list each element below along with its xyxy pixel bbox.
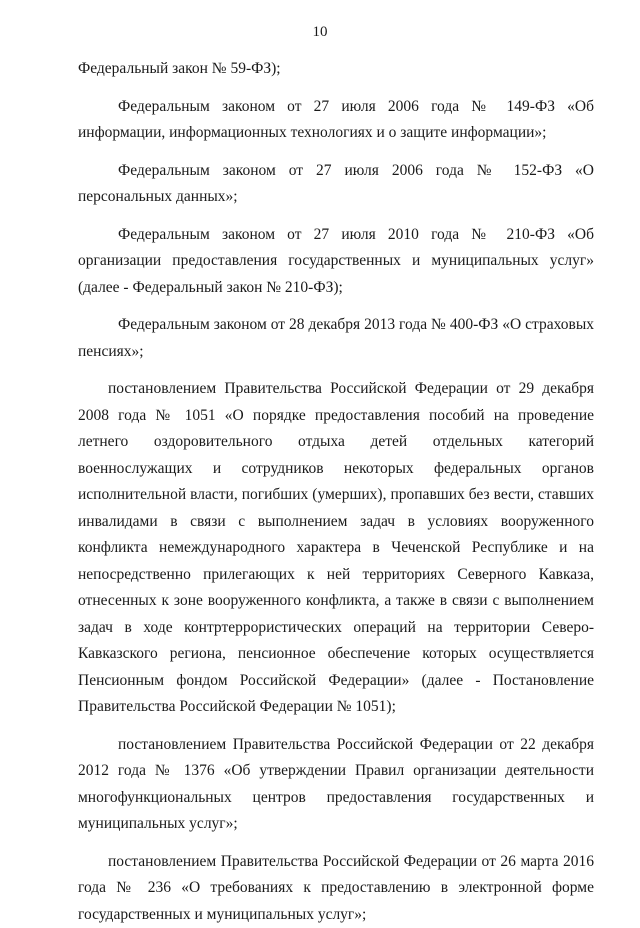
paragraph: Федеральным законом от 28 декабря 2013 года № 400-ФЗ «О страховых пенсиях»; xyxy=(78,312,594,365)
paragraph: Федеральным законом от 27 июля 2006 года № 152-ФЗ «О персональных данных»; xyxy=(78,158,594,211)
paragraph: постановлением Правительства Российской Федерации от 26 марта 2016 года № 236 «О требованиях к предоставлению в электронной форме государственных и муниципальных услуг»; xyxy=(78,849,594,928)
document-body xyxy=(78,56,594,928)
paragraph: Федеральным законом от 27 июля 2006 года № 149-ФЗ «Об информации, информационных технологиях и о защите информации»; xyxy=(78,94,594,147)
page-number: 10 xyxy=(0,24,640,41)
paragraph: постановлением Правительства Российской Федерации от 29 декабря 2008 года № 1051 «О порядке предоставления пособий на проведение летнего оздоровительного отдыха детей отдельных категорий военнослужащих и сотрудников некоторых федеральных органов исполнительной власти, погибших (умерших), пропавших без вести, ставших инвалидами в связи с выполнением задач в условиях вооруженного конфликта немеждународного характера в Чеченской Республике и на непосредственно прилегающих к ней территориях Северного Кавказа, отнесенных к зоне вооруженного конфликта, а также в связи с выполнением задач в ходе контртеррористических операций на территории Северо-Кавказского региона, пенсионное обеспечение которых осуществляется Пенсионным фондом Российской Федерации» (далее - Постановление Правительства Российской Федерации № 1051); xyxy=(78,376,594,721)
paragraph: Федеральный закон № 59-ФЗ); xyxy=(78,56,594,83)
paragraph: постановлением Правительства Российской Федерации от 22 декабря 2012 года № 1376 «Об утверждении Правил организации деятельности многофункциональных центров предоставления государственных и муниципальных услуг»; xyxy=(78,732,594,838)
paragraph: Федеральным законом от 27 июля 2010 года № 210-ФЗ «Об организации предоставления государственных и муниципальных услуг» (далее - Федеральный закон № 210-ФЗ); xyxy=(78,222,594,302)
